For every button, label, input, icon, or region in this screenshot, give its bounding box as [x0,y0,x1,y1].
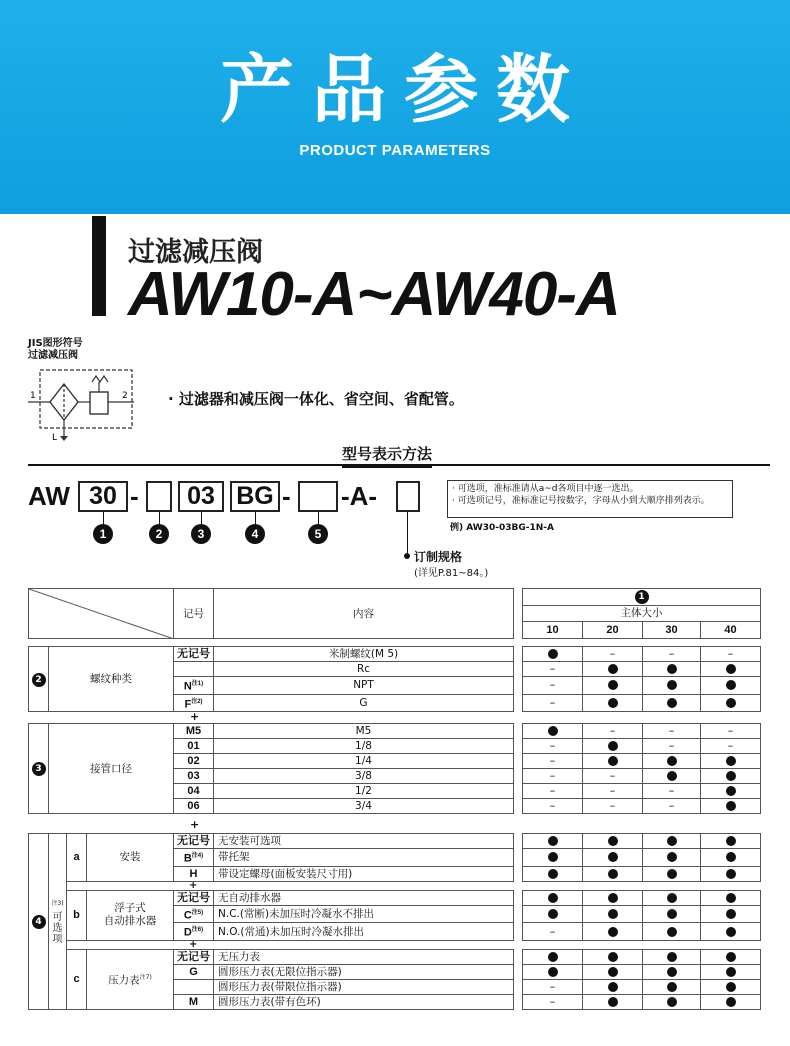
unavailable-dash: – [727,647,734,660]
group-2-marker: 2 [32,673,46,687]
option-name-a: 安装 [87,834,174,882]
header-group-1 [523,589,761,606]
option-size-30 [643,994,701,1009]
group-4-marker-cell [29,834,49,1010]
port-content: M5 [214,724,514,739]
available-dot [608,909,618,919]
port-size-20 [583,784,643,799]
model-box-semi-standard [298,481,338,512]
port-size-table [28,723,761,814]
unavailable-dash: – [609,784,616,797]
jis-port-1: 1 [30,391,36,401]
available-dot [726,997,736,1007]
option-content: 圆形压力表(带有色环) [214,994,514,1009]
banner [0,0,790,214]
available-dot [667,852,677,862]
plus-sign: + [189,940,198,950]
port-size-40 [701,769,761,784]
available-dot [726,698,736,708]
unavailable-dash: – [668,799,675,812]
port-code: 04 [174,784,214,799]
port-content: 1/8 [214,739,514,754]
thread-content: 米制螺纹(M 5) [214,647,514,662]
model-code-heading: 型号表示方法 [342,443,432,468]
group-1-marker: 1 [635,590,649,604]
available-dot [548,967,558,977]
option-size-10 [523,949,583,964]
model-dash-2: - [282,481,291,511]
port-row [29,724,761,739]
plus-sign: + [189,881,198,891]
option-code: $B^{注4)}$ [174,849,214,867]
group-2-marker-cell [29,647,49,712]
port-content: 3/8 [214,769,514,784]
available-dot [726,893,736,903]
marker-1: 1 [93,524,113,544]
tick-2 [159,512,160,524]
product-name: 过滤减压阀 [128,237,263,268]
thread-size-40 [701,694,761,712]
thread-size-40 [701,677,761,695]
port-size-20 [583,724,643,739]
group-4-name: $^{注3)}$ 可 选 项 [49,834,67,1010]
option-content: 带托架 [214,849,514,867]
header-diagonal-cell [29,589,174,639]
option-size-20 [583,964,643,979]
unavailable-dash: – [549,754,556,767]
available-dot [667,698,677,708]
marker-3: 3 [191,524,211,544]
unavailable-dash: – [549,662,556,675]
available-dot [548,726,558,736]
available-dot [608,997,618,1007]
port-code: 01 [174,739,214,754]
available-dot [608,982,618,992]
model-range-title: AW10-A~AW40-A [128,260,620,329]
available-dot [608,680,618,690]
plus-row [29,940,761,949]
plus-row [29,881,761,890]
size-col-10: 10 [523,622,583,639]
available-dot [608,952,618,962]
port-size-10 [523,784,583,799]
tick-3 [201,512,202,524]
option-size-20 [583,994,643,1009]
option-code [174,979,214,994]
available-dot [726,967,736,977]
thread-content: NPT [214,677,514,695]
option-size-20 [583,849,643,867]
option-size-20 [583,905,643,923]
thread-size-20 [583,662,643,677]
available-dot [548,869,558,879]
size-col-30: 30 [643,622,701,639]
port-content: 3/4 [214,799,514,814]
header-symbol: 记号 [174,589,214,639]
thread-size-20 [583,694,643,712]
jis-label [28,338,83,362]
group-2-name: 螺纹种类 [49,647,174,712]
model-prefix: AW [28,481,70,511]
thread-content: G [214,694,514,712]
marker-2: 2 [149,524,169,544]
order-leader-dot [404,553,410,559]
option-content: 无压力表 [214,949,514,964]
option-content: N.O.(常通)未加压时冷凝水排出 [214,923,514,941]
thread-size-30 [643,677,701,695]
unavailable-dash: – [549,994,556,1008]
thread-size-20 [583,647,643,662]
available-dot [608,836,618,846]
model-box-order [396,481,420,512]
option-size-20 [583,890,643,905]
thread-size-10 [523,647,583,662]
option-code: $C^{注5)}$ [174,905,214,923]
option-size-40 [701,994,761,1009]
option-size-10 [523,866,583,881]
available-dot [667,836,677,846]
option-note-box [447,480,733,518]
available-dot [608,967,618,977]
available-dot [608,664,618,674]
available-dot [667,771,677,781]
option-size-40 [701,979,761,994]
option-size-40 [701,964,761,979]
option-code: $D^{注6)}$ [174,923,214,941]
option-size-40 [701,905,761,923]
available-dot [608,927,618,937]
option-size-20 [583,923,643,941]
thread-content: Rc [214,662,514,677]
thread-code: $F^{注2)}$ [174,694,214,712]
jis-name: 过滤减压阀 [28,350,78,361]
option-size-30 [643,964,701,979]
marker-4: 4 [245,524,265,544]
order-spec-ref: (详见P.81~84。) [414,568,489,579]
available-dot [667,664,677,674]
thread-size-10 [523,694,583,712]
port-size-20 [583,769,643,784]
title-accent-bar [92,216,106,316]
available-dot [667,967,677,977]
option-row [29,890,761,905]
available-dot [726,836,736,846]
unavailable-dash: – [549,784,556,797]
port-size-10 [523,724,583,739]
option-size-30 [643,834,701,849]
port-size-10 [523,754,583,769]
option-size-30 [643,905,701,923]
plus-1: + [190,710,200,723]
note-line-2: · 可选项记号，准标准记号按数字，字母从小到大顺序排列表示。 [452,496,710,506]
available-dot [726,909,736,919]
banner-title: 产品参数 [220,47,588,133]
tick-4 [255,512,256,524]
header-body-size: 主体大小 [523,605,761,622]
options-table [28,833,761,1010]
option-code: H [174,866,214,881]
option-size-40 [701,890,761,905]
option-code: G [174,964,214,979]
available-dot [548,952,558,962]
available-dot [667,909,677,919]
available-dot [726,982,736,992]
thread-code: $N^{注1)}$ [174,677,214,695]
feature-description: · 过滤器和减压阀一体化、省空间、省配管。 [168,390,464,408]
available-dot [667,869,677,879]
thread-size-10 [523,677,583,695]
port-size-30 [643,754,701,769]
option-code: M [174,994,214,1009]
port-size-30 [643,784,701,799]
option-content: N.C.(常断)未加压时冷凝水不排出 [214,905,514,923]
tick-1 [103,512,104,524]
model-example: 例) AW30-03BG-1N-A [450,523,554,533]
option-size-40 [701,949,761,964]
option-size-30 [643,923,701,941]
available-dot [667,680,677,690]
option-size-40 [701,834,761,849]
unavailable-dash: – [727,739,734,752]
option-code: 无记号 [174,890,214,905]
model-dash-1: - [130,481,139,511]
model-box-port: 03 [178,481,224,512]
unavailable-dash: – [549,695,556,709]
port-size-30 [643,799,701,814]
thread-row [29,647,761,662]
port-size-40 [701,799,761,814]
option-size-10 [523,849,583,867]
thread-size-40 [701,662,761,677]
option-row [29,834,761,849]
header-content: 内容 [214,589,514,639]
option-letter-a: a [67,834,87,882]
group-3-name: 接管口径 [49,724,174,814]
note-line-1: · 可选项，准标准请从a~d各项目中逐一选出。 [452,484,639,494]
option-size-10 [523,890,583,905]
available-dot [726,771,736,781]
option-size-20 [583,979,643,994]
port-size-30 [643,769,701,784]
marker-5: 5 [308,524,328,544]
port-size-40 [701,724,761,739]
available-dot [667,893,677,903]
port-code: M5 [174,724,214,739]
unavailable-dash: – [668,647,675,660]
unavailable-dash: – [549,979,556,993]
option-size-30 [643,866,701,881]
available-dot [667,756,677,766]
option-letter-b: b [67,890,87,940]
port-size-20 [583,739,643,754]
available-dot [667,997,677,1007]
port-code: 02 [174,754,214,769]
unavailable-dash: – [549,739,556,752]
available-dot [548,893,558,903]
available-dot [548,909,558,919]
model-box-thread [146,481,172,512]
port-code: 06 [174,799,214,814]
unavailable-dash: – [549,769,556,782]
available-dot [726,801,736,811]
tick-5 [318,512,319,524]
option-size-30 [643,849,701,867]
option-name-b: 浮子式 自动排水器 [87,890,174,940]
size-col-20: 20 [583,622,643,639]
jis-port-l: L [52,433,58,443]
unavailable-dash: – [609,724,616,737]
spec-table-header [28,588,761,639]
available-dot [726,869,736,879]
model-suffix: -A- [341,481,378,511]
model-box-option: BG [230,481,280,512]
option-size-20 [583,949,643,964]
thread-size-30 [643,694,701,712]
port-content: 1/4 [214,754,514,769]
available-dot [667,982,677,992]
unavailable-dash: – [609,769,616,782]
option-content: 无自动排水器 [214,890,514,905]
option-code: 无记号 [174,834,214,849]
option-name-c: 压力表$^{注7)}$ [87,949,174,1009]
jis-port-2: 2 [122,391,128,401]
available-dot [667,952,677,962]
option-size-40 [701,923,761,941]
port-size-10 [523,799,583,814]
port-size-40 [701,784,761,799]
option-size-20 [583,866,643,881]
option-size-10 [523,905,583,923]
option-size-40 [701,849,761,867]
order-leader-line [407,512,408,555]
unavailable-dash: – [668,784,675,797]
option-size-10 [523,923,583,941]
option-size-10 [523,994,583,1009]
option-size-30 [643,949,701,964]
port-size-20 [583,799,643,814]
available-dot [726,952,736,962]
port-code: 03 [174,769,214,784]
thread-code: 无记号 [174,647,214,662]
option-size-10 [523,979,583,994]
thread-size-20 [583,677,643,695]
jis-label-text: JIS图形符号 [28,338,83,349]
thread-code [174,662,214,677]
available-dot [726,786,736,796]
diagonal-line [29,589,174,639]
unavailable-dash: – [668,724,675,737]
port-size-10 [523,739,583,754]
port-size-20 [583,754,643,769]
option-content: 圆形压力表(无限位指示器) [214,964,514,979]
available-dot [548,649,558,659]
available-dot [608,869,618,879]
group-3-marker-cell [29,724,49,814]
heading-rule [28,464,770,466]
option-size-40 [701,866,761,881]
thread-size-40 [701,647,761,662]
jis-symbol-diagram [26,364,136,444]
available-dot [608,893,618,903]
option-content: 无安装可选项 [214,834,514,849]
port-content: 1/2 [214,784,514,799]
unavailable-dash: – [549,678,556,692]
available-dot [548,836,558,846]
available-dot [608,852,618,862]
option-letter-c: c [67,949,87,1009]
port-size-40 [701,739,761,754]
available-dot [608,698,618,708]
banner-subtitle: PRODUCT PARAMETERS [299,142,491,159]
available-dot [726,852,736,862]
available-dot [726,756,736,766]
option-size-20 [583,834,643,849]
available-dot [726,680,736,690]
thread-size-30 [643,647,701,662]
available-dot [548,852,558,862]
group-4-marker: 4 [32,915,46,929]
unavailable-dash: – [609,647,616,660]
header-gap [514,589,523,639]
unavailable-dash: – [609,799,616,812]
thread-size-30 [643,662,701,677]
unavailable-dash: – [668,739,675,752]
option-content: 圆形压力表(带限位指示器) [214,979,514,994]
available-dot [608,756,618,766]
option-code: 无记号 [174,949,214,964]
unavailable-dash: – [727,724,734,737]
port-size-30 [643,739,701,754]
port-size-10 [523,769,583,784]
thread-size-10 [523,662,583,677]
option-size-10 [523,964,583,979]
unavailable-dash: – [549,924,556,938]
unavailable-dash: – [549,799,556,812]
available-dot [726,664,736,674]
option-size-30 [643,890,701,905]
port-size-40 [701,754,761,769]
option-size-30 [643,979,701,994]
option-row [29,949,761,964]
available-dot [608,741,618,751]
available-dot [667,927,677,937]
option-content: 带设定螺母(面板安装尺寸用) [214,866,514,881]
thread-type-table [28,646,761,712]
plus-2: + [190,818,200,831]
size-col-40: 40 [701,622,761,639]
order-spec-label: 订制规格 [414,550,463,564]
port-size-30 [643,724,701,739]
model-box-size: 30 [78,481,128,512]
option-size-10 [523,834,583,849]
group-3-marker: 3 [32,762,46,776]
available-dot [726,927,736,937]
